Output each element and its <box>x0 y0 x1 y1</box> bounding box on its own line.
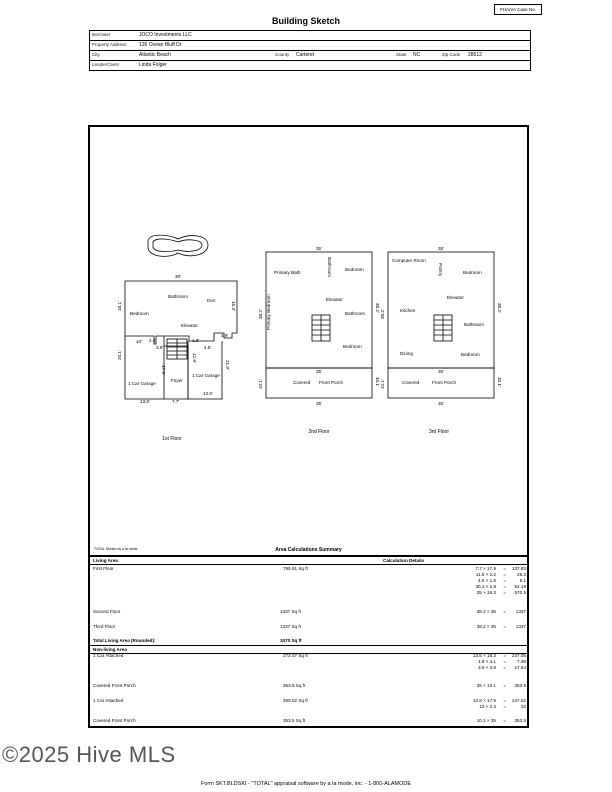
area-summary-title: Area Calculations Summary <box>275 547 342 553</box>
second-room-elevator: Elevator <box>326 297 343 302</box>
first-dim-13-8: 13.8' <box>140 399 150 404</box>
total-living-value: 3470 Sq ft <box>280 638 302 643</box>
first-room-garage-right: 1 Car Garage <box>192 373 220 378</box>
third-room-bedroom-upper: Bedroom <box>463 270 482 275</box>
first-dim-2-2: 2.2' <box>149 338 157 343</box>
garage-2-calcs <box>470 698 526 710</box>
third-porch-top-dim: 35' <box>438 369 444 374</box>
address-row <box>90 41 530 51</box>
third-room-bathroom: Bathroom <box>464 322 484 327</box>
first-dim-10: 10' <box>136 339 142 344</box>
first-floor-caption: 1st Floor <box>162 436 182 442</box>
first-dim-4-9: 4.9' <box>221 333 229 338</box>
third-room-bedroom-lower: Bedroom <box>461 352 480 357</box>
calc-row: 10 × 2.2 = 22 <box>479 704 526 709</box>
third-dim-right: 38.2' <box>497 303 502 313</box>
third-porch-left-dim: 10.1' <box>380 379 385 389</box>
third-porch-front: Front Porch <box>432 380 456 385</box>
second-porch-top-dim: 35' <box>316 369 322 374</box>
borrower-value: JOCO Investments LLC <box>139 32 192 38</box>
calc-row: 38.2 × 35 = 1337 <box>476 624 526 629</box>
first-dim-1-8: 1.8' <box>192 338 200 343</box>
borrower-label: Borrower <box>92 32 111 37</box>
second-floor-caption: 2nd Floor <box>308 429 330 435</box>
nonliving-area-label: Non-living Area <box>93 647 127 652</box>
porch-1-calcs <box>470 683 526 689</box>
first-room-elevator: Elevator <box>181 323 198 328</box>
calc-row: 35 × 10.1 = 353.5 <box>476 683 526 688</box>
address-label: Property Address <box>92 42 127 47</box>
first-room-bedroom: Bedroom <box>130 311 149 316</box>
first-floor-calcs <box>470 566 526 596</box>
second-room-bathroom: Bathroom <box>345 311 365 316</box>
lender-value: Linda Folger <box>139 62 167 68</box>
third-porch-covered: Covered <box>402 380 420 385</box>
third-room-elevator: Elevator <box>447 295 464 300</box>
porch-2-calcs <box>470 718 526 724</box>
second-porch-covered: Covered <box>293 380 311 385</box>
garage-1-sqft: 272.07 Sq ft <box>283 653 308 658</box>
calc-row: 4.5 × 1.8 = 8.1 <box>477 578 526 583</box>
second-room-bedroom-upper: Bedroom <box>345 267 364 272</box>
first-dim-16-3: 16.3' <box>231 301 236 311</box>
calc-row: 11.5 × 2.2 = 25.3 <box>475 572 526 577</box>
total-living-label: Total Living Area (Rounded): <box>93 638 156 643</box>
borrower-row <box>90 31 530 41</box>
first-floor-sqft: 795.91 Sq ft <box>283 566 308 571</box>
second-room-primary-bedroom: Primary Bedroom <box>266 294 271 330</box>
county-label: County <box>275 52 290 57</box>
zip-label: Zip Code <box>442 52 461 57</box>
garage-2-name: 1 Car Attached <box>93 698 124 703</box>
zip-value: 28512 <box>468 52 482 58</box>
first-room-bathroom: Bathroom <box>168 294 188 299</box>
calc-row: 10.1 × 35 = 353.5 <box>476 718 526 723</box>
second-dim-left: 38.2' <box>258 309 263 319</box>
pool-drawing <box>148 235 208 256</box>
first-dim-12-9: 12.9' <box>192 353 197 363</box>
second-porch-bottom-dim: 35' <box>316 401 322 406</box>
third-room-dining: Dining <box>400 351 414 356</box>
case-number-box: FHA/VA Case No. <box>494 4 542 15</box>
calculation-details-label: Calculation Details <box>383 558 425 563</box>
area-calculations-table <box>90 555 527 728</box>
first-room-den: Den <box>207 298 216 303</box>
garage-1-name: 1 Car Attached <box>93 653 124 658</box>
first-dim-20-1: 20.1' <box>117 350 122 360</box>
nonliving-area-header <box>90 645 527 654</box>
second-porch-right-dim: 10.1' <box>375 377 380 387</box>
totalsketch-note: TOTAL Sketch by a la mode <box>94 547 138 551</box>
third-room-pantry: Pantry <box>438 263 443 277</box>
calc-row: 3.6 × 4.9 = 17.64 <box>477 665 526 670</box>
first-floor-name: First Floor <box>93 566 114 571</box>
first-floor-width-top: 30' <box>175 274 181 279</box>
first-dim-3-8: 3.8' <box>156 345 164 350</box>
state-label: State <box>396 52 407 57</box>
lender-label: Lender/Client <box>92 62 119 67</box>
first-dim-13-5: 13.5' <box>203 391 213 396</box>
first-dim-18-1: 18.1' <box>117 301 122 311</box>
calc-row: 13.5 × 18.3 = 247.05 <box>472 653 526 658</box>
garage-2-sqft: 269.02 Sq ft <box>283 698 308 703</box>
city-row <box>90 51 530 61</box>
page-title: Building Sketch <box>271 16 340 26</box>
first-room-foyer: Foyer <box>171 378 183 383</box>
second-room-bathroom-upper: Bathroom <box>327 257 332 277</box>
state-value: NC <box>413 52 421 58</box>
city-label: City <box>92 52 100 57</box>
third-floor-sqft: 1337 Sq ft <box>280 624 301 629</box>
porch-1-name: Covered Front Porch <box>93 683 136 688</box>
second-room-bedroom-lower: Bedroom <box>343 344 362 349</box>
third-dim-left: 38.2' <box>380 309 385 319</box>
first-dim-7-7: 7.7' <box>172 399 180 404</box>
calc-row: 35 × 16.3 = 570.5 <box>476 590 526 595</box>
second-porch-front: Front Porch <box>319 380 343 385</box>
third-porch-right-dim: 10.1' <box>497 377 502 387</box>
second-dim-right: 38.2' <box>375 303 380 313</box>
lender-row <box>90 61 530 70</box>
first-dim-17-9: 17.9' <box>161 365 166 375</box>
porch-2-name: Covered Front Porch <box>93 718 136 723</box>
third-room-computer-room: Computer Room <box>392 258 426 263</box>
porch-2-sqft: 353.5 Sq ft <box>283 718 306 723</box>
third-porch-bottom-dim: 35' <box>438 401 444 406</box>
second-floor-calcs <box>470 609 526 615</box>
form-footer: Form SKT.BLDSKI - "TOTAL" appraisal software by a la mode, inc. - 1-800-ALAMODE <box>200 781 412 787</box>
county-value: Carteret <box>296 52 315 58</box>
floor-plan-sketch <box>90 127 527 555</box>
mls-watermark: ©2025 Hive MLS <box>2 742 176 767</box>
second-porch-left-dim: 10.1' <box>258 379 263 389</box>
living-area-label: Living Area <box>93 558 118 563</box>
second-floor-sqft: 1337 Sq ft <box>280 609 301 614</box>
second-width-top: 35' <box>316 246 322 251</box>
calc-row: 13.8 × 17.9 = 247.02 <box>472 698 526 703</box>
calc-row: 30.1 × 1.8 = 54.18 <box>475 584 526 589</box>
third-floor-calcs <box>470 624 526 630</box>
third-floor-name: Third Floor <box>93 624 116 629</box>
property-info-table <box>89 30 531 71</box>
porch-1-sqft: 353.5 Sq ft <box>283 683 306 688</box>
calc-row: 7.7 × 17.9 = 137.83 <box>475 566 526 571</box>
garage-1-calcs <box>470 653 526 671</box>
second-room-primary-bath: Primary Bath <box>274 270 301 275</box>
address-value: 126 Ocean Bluff Dr <box>139 42 182 48</box>
second-floor-name: Second Floor <box>93 609 121 614</box>
calc-row: 38.2 × 35 = 1337 <box>476 609 526 614</box>
city-value: Atlantic Beach <box>139 52 171 58</box>
calc-row: 1.8 × 4.1 = 7.38 <box>477 659 526 664</box>
third-floor-caption: 3rd Floor <box>428 429 450 435</box>
third-room-kitchen: Kitchen <box>400 308 416 313</box>
third-width-top: 35' <box>438 246 444 251</box>
first-room-garage-left: 1 Car Garage <box>128 381 156 386</box>
first-dim-4-5: 4.5' <box>204 345 212 350</box>
living-area-header <box>90 557 527 565</box>
first-dim-21-9: 21.9' <box>225 360 230 370</box>
